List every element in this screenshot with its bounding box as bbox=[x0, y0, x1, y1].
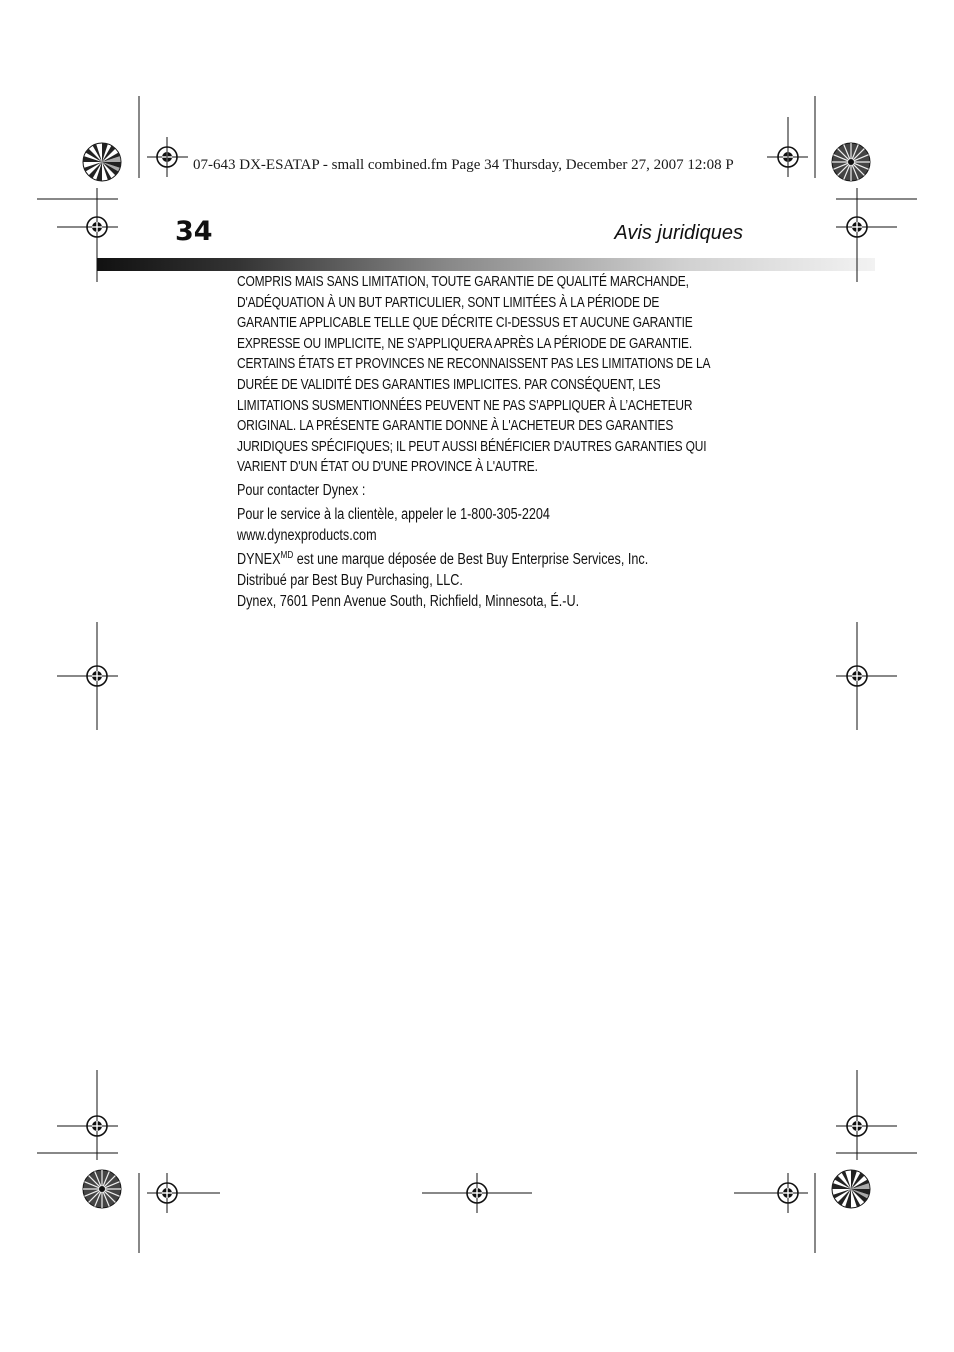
address-line: Dynex, 7601 Penn Avenue South, Richfield, Minnesota, É.-U. bbox=[237, 592, 580, 610]
warranty-line: ORIGINAL. LA PRÉSENTE GARANTIE DONNE À L'ACHETEUR DES GARANTIES bbox=[237, 418, 674, 435]
warranty-line: LIMITATIONS SUSMENTIONNÉES PEUVENT NE PAS S'APPLIQUER À L’ACHETEUR bbox=[237, 397, 693, 414]
distributor-line: Distribué par Best Buy Purchasing, LLC. bbox=[237, 571, 463, 589]
print-slug: 07-643 DX-ESATAP - small combined.fm Page 34 Thursday, December 27, 2007 12:08 P bbox=[193, 157, 734, 173]
trademark-line bbox=[237, 549, 737, 570]
trademark-mark: MD bbox=[280, 549, 294, 561]
contact-phone: Pour le service à la clientèle, appeler le 1-800-305-2204 bbox=[237, 505, 550, 523]
warranty-line: COMPRIS MAIS SANS LIMITATION, TOUTE GARANTIE DE QUALITÉ MARCHANDE, bbox=[237, 274, 689, 290]
contact-website: www.dynexproducts.com bbox=[237, 526, 377, 544]
warranty-line: CERTAINS ÉTATS ET PROVINCES NE RECONNAISSENT PAS LES LIMITATIONS DE LA bbox=[237, 356, 711, 373]
contact-block bbox=[237, 480, 737, 612]
warranty-line: DURÉE DE VALIDITÉ DES GARANTIES IMPLICITES. PAR CONSÉQUENT, LES bbox=[237, 376, 661, 393]
warranty-line: EXPRESSE OU IMPLICITE, NE S’APPLIQUERA APRÈS LA PÉRIODE DE GARANTIE. bbox=[237, 335, 693, 352]
warranty-line: D'ADÉQUATION À UN BUT PARTICULIER, SONT LIMITÉES À LA PÉRIODE DE bbox=[237, 294, 660, 311]
page-body bbox=[237, 272, 737, 612]
warranty-line: GARANTIE APPLICABLE TELLE QUE DÉCRITE CI-DESSUS ET AUCUNE GARANTIE bbox=[237, 315, 693, 332]
header-gradient-rule bbox=[97, 258, 875, 271]
section-title: Avis juridiques bbox=[614, 222, 743, 244]
contact-intro: Pour contacter Dynex : bbox=[237, 481, 366, 499]
warranty-line: JURIDIQUES SPÉCIFIQUES; IL PEUT AUSSI BÉNÉFICIER D'AUTRES GARANTIES QUI bbox=[237, 438, 707, 455]
page-number: 34 bbox=[175, 216, 213, 247]
brand-name: DYNEX bbox=[237, 550, 281, 568]
warranty-disclaimer bbox=[237, 272, 737, 478]
trademark-text: est une marque déposée de Best Buy Enterprise Services, Inc. bbox=[293, 550, 649, 568]
warranty-line: VARIENT D'UN ÉTAT OU D'UNE PROVINCE À L'AUTRE. bbox=[237, 459, 538, 476]
